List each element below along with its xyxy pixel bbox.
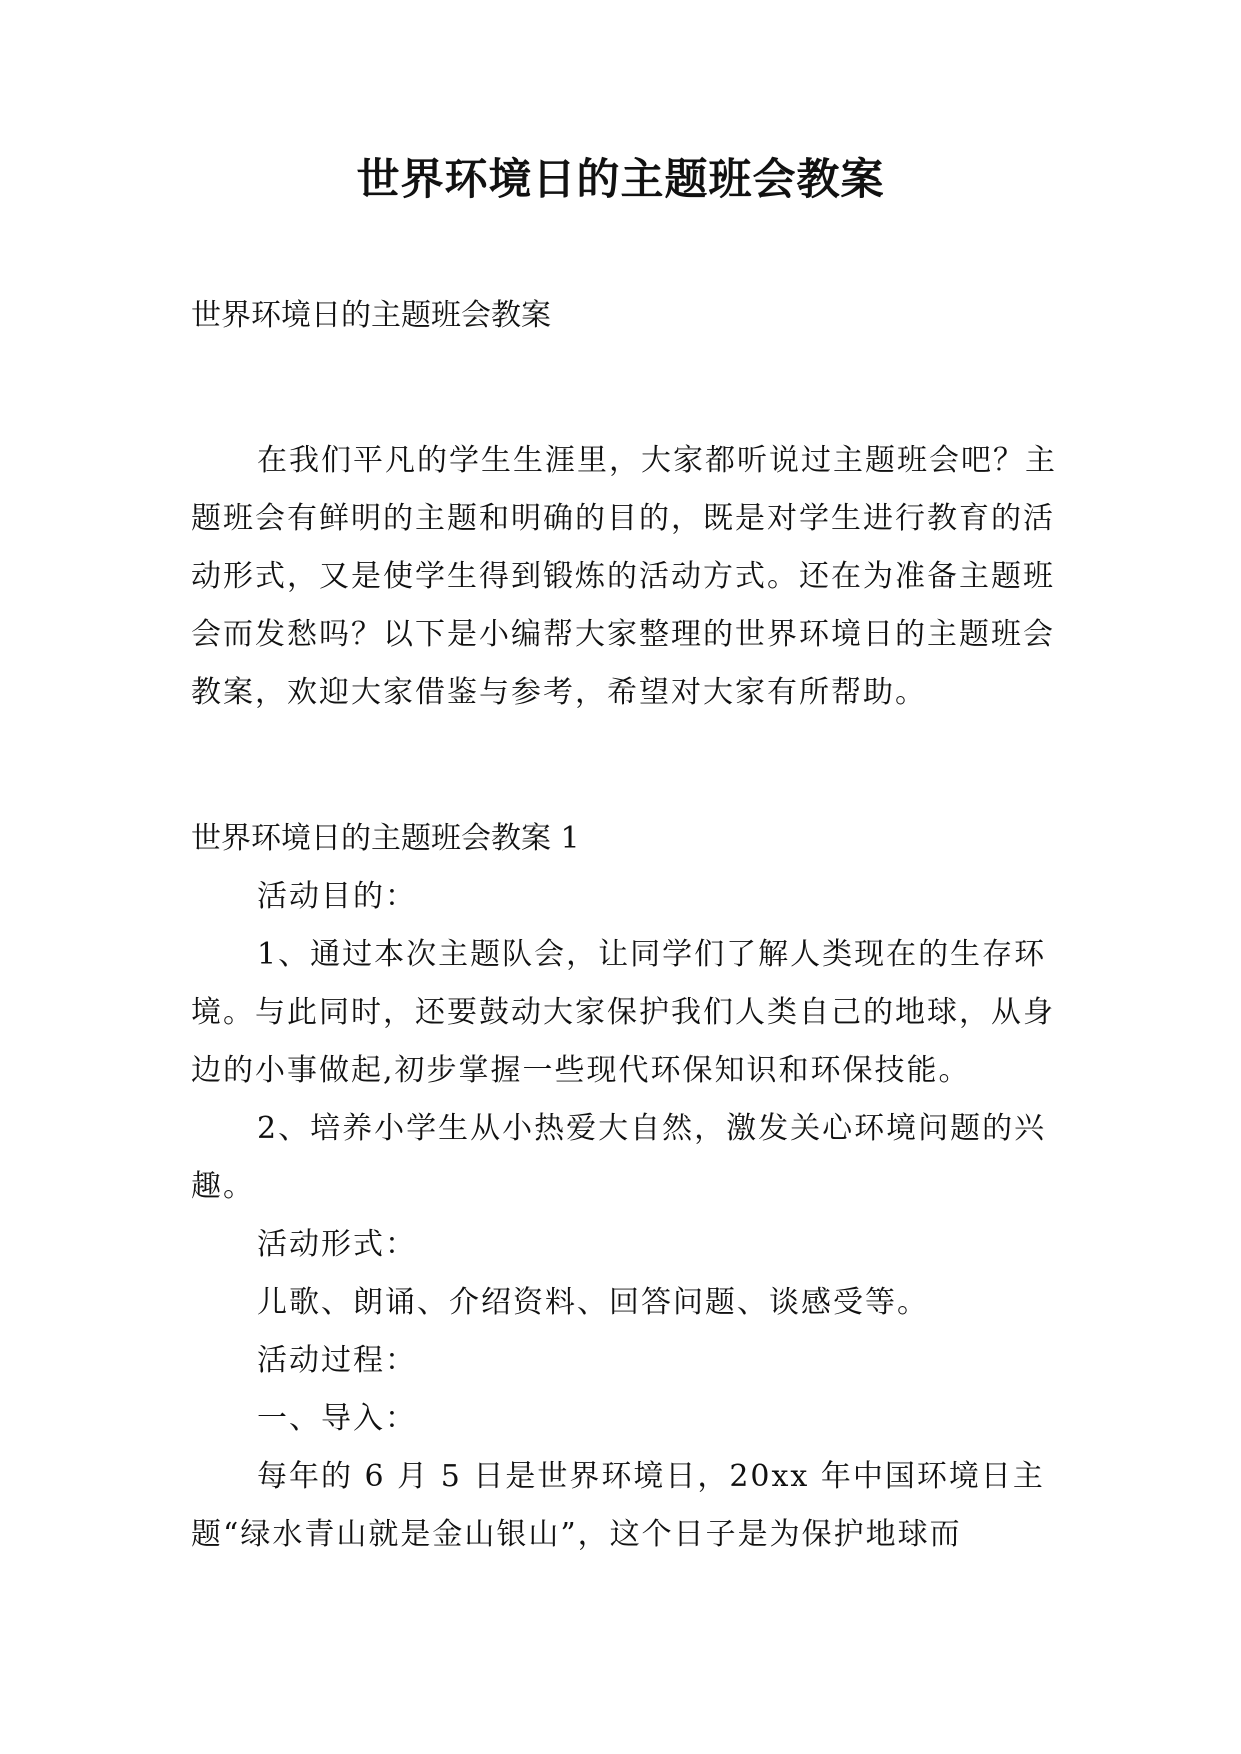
lesson-plan-section-1: [191, 810, 1071, 1564]
activity-form-text: 儿歌、朗诵、介绍资料、回答问题、谈感受等。: [257, 1285, 929, 1320]
activity-form-heading: 活动形式：: [257, 1227, 417, 1262]
intro-paragraph: 在我们平凡的学生生涯里，大家都听说过主题班会吧？主题班会有鲜明的主题和明确的目的，既是对学生进行教育的活动形式，又是使学生得到锻炼的活动方式。还在为准备主题班会而发愁吗？以下是小编帮大家整理的世界环境日的主题班会教案，欢迎大家借鉴与参考，希望对大家有所帮助。: [191, 443, 1057, 710]
activity-goal-heading: 活动目的：: [257, 879, 417, 914]
document-title: 世界环境日的主题班会教案: [356, 155, 885, 205]
activity-process-heading: 活动过程：: [257, 1343, 417, 1378]
introduction-heading: 一、导入：: [257, 1401, 417, 1436]
document-subtitle: 世界环境日的主题班会教案: [191, 298, 551, 333]
section-title: 世界环境日的主题班会教案 1: [191, 821, 580, 856]
introduction-text: 每年的 6 月 5 日是世界环境日，20xx 年中国环境日主题“绿水青山就是金山银山”，这个日子是为保护地球而: [191, 1459, 1045, 1552]
activity-goal-item-1: 1、通过本次主题队会，让同学们了解人类现在的生存环境。与此同时，还要鼓动大家保护我们人类自己的地球，从身边的小事做起,初步掌握一些现代环保知识和环保技能。: [191, 937, 1055, 1088]
activity-goal-item-2: 2、培养小学生从小热爱大自然，激发关心环境问题的兴趣。: [191, 1111, 1047, 1204]
